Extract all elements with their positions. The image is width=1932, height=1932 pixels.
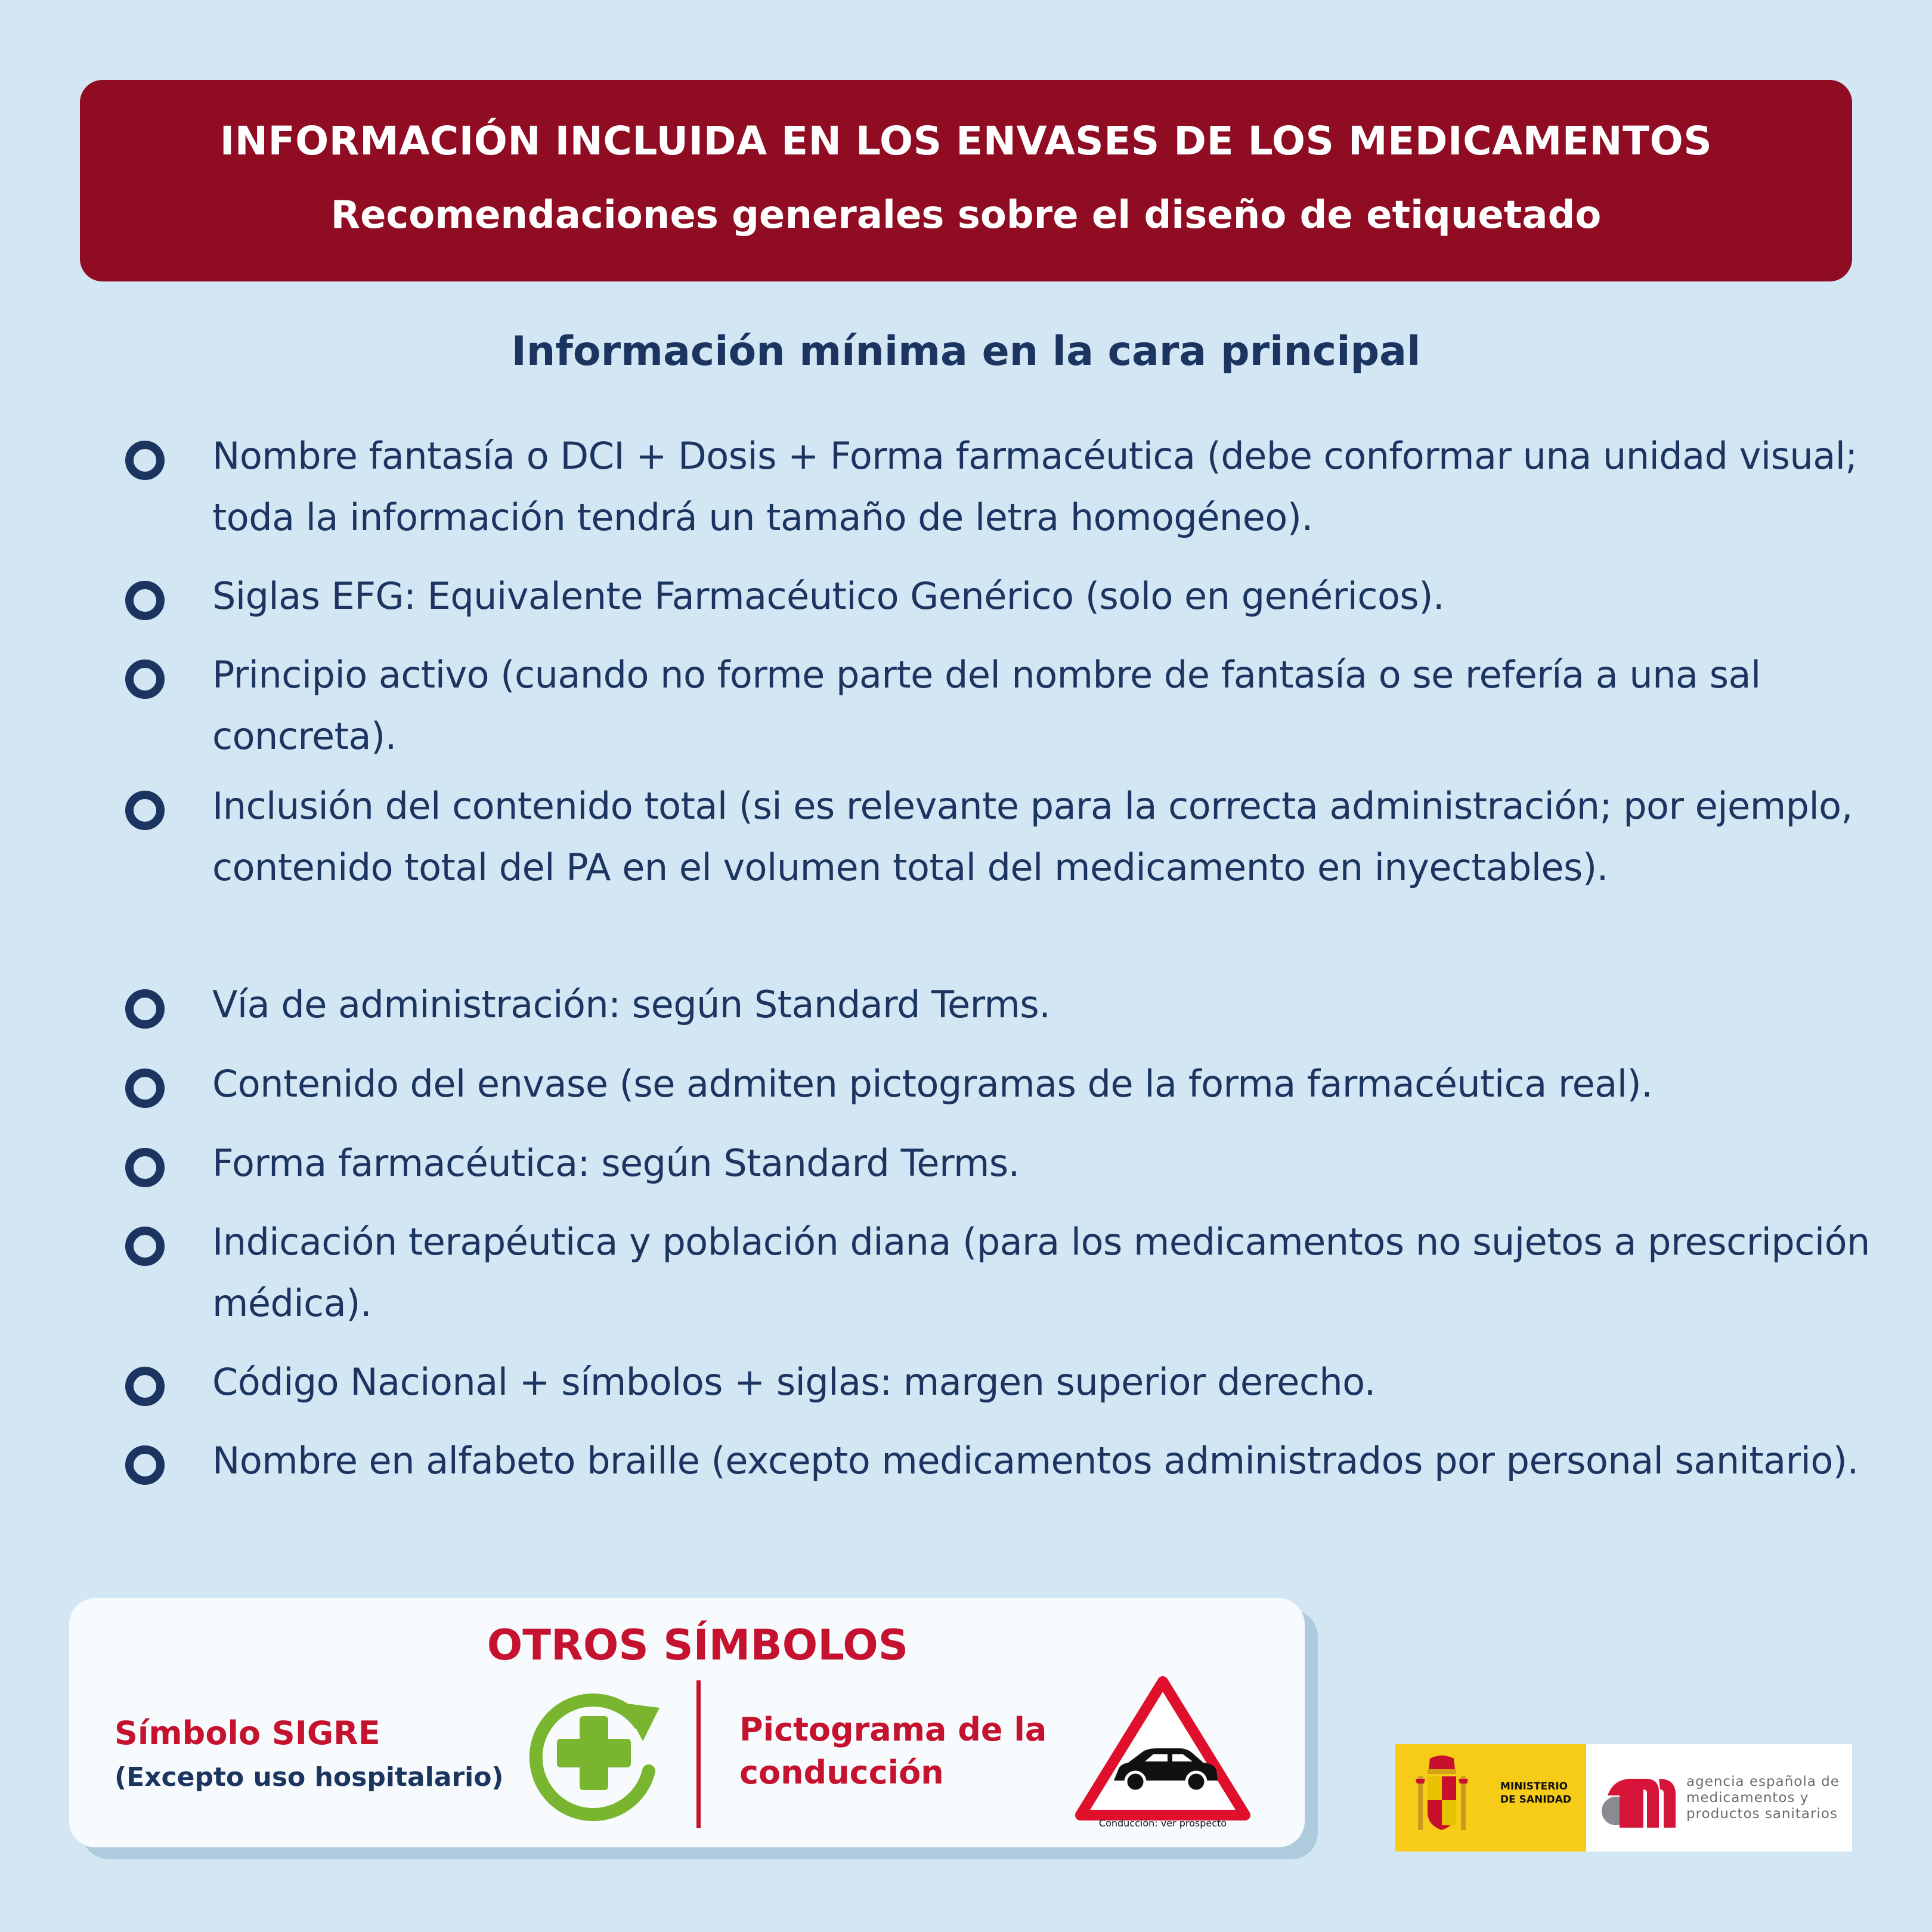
symbols-title: OTROS SÍMBOLOS bbox=[487, 1621, 909, 1670]
sigre-note: (Excepto uso hospitalario) bbox=[114, 1762, 504, 1792]
symbols-divider bbox=[696, 1680, 701, 1828]
banner-subtitle: Recomendaciones generales sobre el diseño de etiquetado bbox=[330, 193, 1602, 237]
ministry-logo bbox=[1395, 1744, 1586, 1852]
list-item-text: Forma farmacéutica: según Standard Terms. bbox=[212, 1141, 1020, 1185]
driving-pictogram-label-line2: conducción bbox=[739, 1754, 944, 1791]
driving-pictogram-label-line1: Pictograma de la bbox=[739, 1711, 1047, 1748]
list-item-text: Principio activo (cuando no forme parte del nombre de fantasía o se refería a una sal concreta). bbox=[212, 653, 1761, 758]
ring-bullet-icon bbox=[125, 1445, 165, 1485]
ministry-name-line1: MINISTERIO bbox=[1500, 1781, 1568, 1792]
section-title: Información mínima en la cara principal bbox=[511, 328, 1421, 375]
sigre-recycle-cross-icon bbox=[522, 1682, 665, 1825]
driving-pictogram-caption: Conducción: ver prospecto bbox=[1098, 1818, 1227, 1829]
agency-name-line1: agencia española de bbox=[1686, 1774, 1840, 1789]
list-item-text: Nombre fantasía o DCI + Dosis + Forma farmacéutica (debe conformar una unidad visual; toda la información tendrá un tamaño de letra homogéneo). bbox=[212, 434, 1857, 539]
ring-bullet-icon bbox=[125, 581, 165, 620]
list-item-text: Siglas EFG: Equivalente Farmacéutico Genérico (solo en genéricos). bbox=[212, 574, 1445, 618]
driving-warning-triangle-icon bbox=[1073, 1673, 1252, 1835]
list-item-text: Vía de administración: según Standard Terms. bbox=[212, 983, 1051, 1026]
ring-bullet-icon bbox=[125, 1367, 165, 1406]
list-item-text: Nombre en alfabeto braille (excepto medicamentos administrados por personal sanitario). bbox=[212, 1439, 1859, 1482]
ministry-name bbox=[1500, 1780, 1571, 1806]
list-item-text: Contenido del envase (se admiten pictogramas de la forma farmacéutica real). bbox=[212, 1062, 1653, 1106]
ministry-name-line2: DE SANIDAD bbox=[1500, 1794, 1571, 1806]
ring-bullet-icon bbox=[125, 791, 165, 830]
ring-bullet-icon bbox=[125, 1069, 165, 1108]
banner-title: INFORMACIÓN INCLUIDA EN LOS ENVASES DE LOS MEDICAMENTOS bbox=[219, 118, 1713, 164]
ring-bullet-icon bbox=[125, 1227, 165, 1266]
driving-pictogram-label bbox=[739, 1708, 1046, 1794]
aemps-logo-icon bbox=[1598, 1766, 1682, 1831]
list-item-text: Código Nacional + símbolos + siglas: margen superior derecho. bbox=[212, 1360, 1376, 1404]
agency-name-line2: medicamentos y bbox=[1686, 1790, 1809, 1806]
ring-bullet-icon bbox=[125, 989, 165, 1029]
institution-logos bbox=[1395, 1744, 1852, 1852]
spain-coat-of-arms-icon bbox=[1412, 1753, 1472, 1842]
ring-bullet-icon bbox=[125, 660, 165, 699]
ring-bullet-icon bbox=[125, 441, 165, 480]
list-item-text: Indicación terapéutica y población diana (para los medicamentos no sujetos a prescripción médica). bbox=[212, 1220, 1870, 1325]
list-item-text: Inclusión del contenido total (si es relevante para la correcta administración; por ejemplo, contenido total del PA en el volumen total del medicamento en inyectables). bbox=[212, 784, 1853, 889]
agency-name-line3: productos sanitarios bbox=[1686, 1806, 1838, 1822]
agency-name bbox=[1686, 1774, 1840, 1822]
ring-bullet-icon bbox=[125, 1148, 165, 1187]
sigre-label: Símbolo SIGRE bbox=[114, 1714, 380, 1752]
